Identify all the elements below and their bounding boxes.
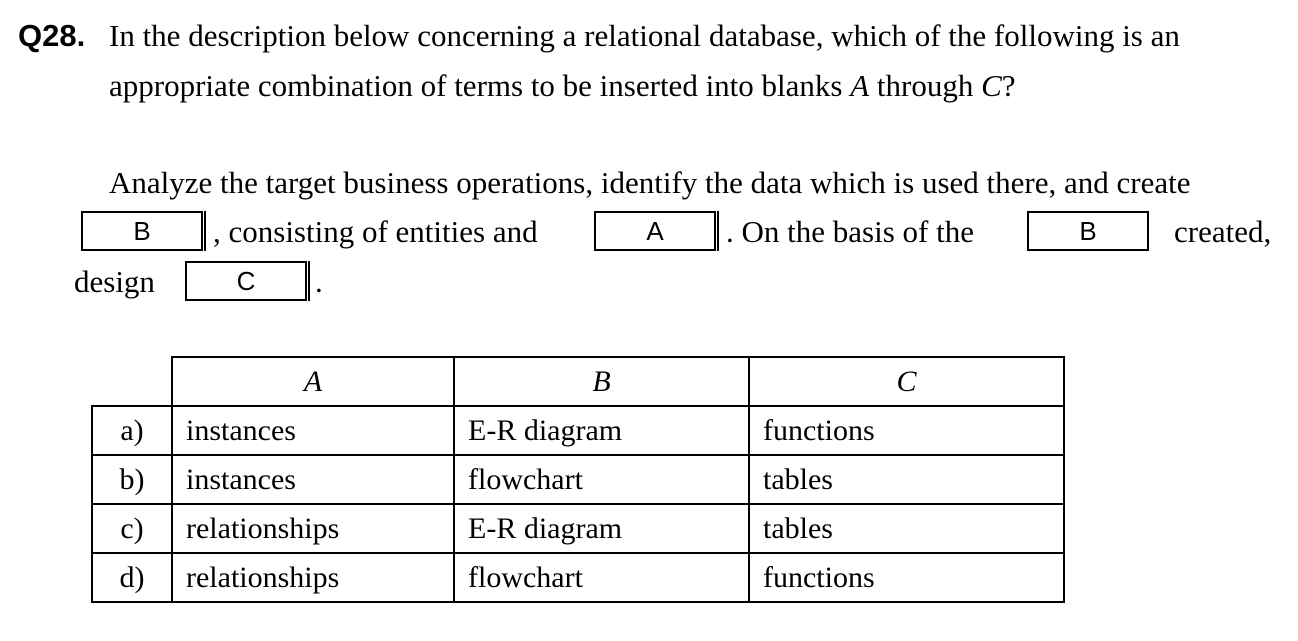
table-corner: [92, 357, 172, 406]
question-blank-ref-c: C: [981, 68, 1002, 103]
passage-segment-basis: . On the basis of the: [726, 214, 974, 249]
table-row: [92, 455, 1064, 504]
cell-b: flowchart: [454, 553, 749, 602]
cell-a: relationships: [172, 504, 454, 553]
blank-b-second: B: [1027, 211, 1149, 251]
question-line-2: [109, 66, 1016, 106]
table-row: [92, 553, 1064, 602]
cell-b: E-R diagram: [454, 504, 749, 553]
table-row: [92, 406, 1064, 455]
option-label: d): [92, 553, 172, 602]
cell-c: tables: [749, 455, 1064, 504]
question-line-2-text: appropriate combination of terms to be inserted into blanks: [109, 68, 851, 103]
column-header-b: B: [454, 357, 749, 406]
cell-c: tables: [749, 504, 1064, 553]
column-header-c: C: [749, 357, 1064, 406]
question-number: Q28.: [18, 18, 86, 53]
passage-segment-created: created,: [1174, 214, 1272, 249]
table-header-row: [92, 357, 1064, 406]
blank-b-first-bar: [204, 211, 206, 251]
blank-c-bar: [308, 261, 310, 301]
option-label: c): [92, 504, 172, 553]
question-line-1: In the description below concerning a relational database, which of the following is an: [109, 18, 1180, 53]
question-line-2-end: ?: [1001, 68, 1016, 103]
option-label: a): [92, 406, 172, 455]
passage-segment-design: design: [74, 264, 155, 299]
table-row: [92, 504, 1064, 553]
blank-b-first: B: [81, 211, 203, 251]
option-label: b): [92, 455, 172, 504]
blank-c: C: [185, 261, 307, 301]
passage-segment-end: .: [315, 264, 323, 299]
question-blank-ref-a: A: [850, 68, 870, 103]
answer-table: [91, 356, 1065, 603]
cell-c: functions: [749, 406, 1064, 455]
cell-c: functions: [749, 553, 1064, 602]
column-header-a: A: [172, 357, 454, 406]
cell-a: instances: [172, 455, 454, 504]
passage-line-1: Analyze the target business operations, identify the data which is used there, and create: [109, 165, 1191, 200]
question-line-2-mid: through: [869, 68, 982, 103]
cell-a: instances: [172, 406, 454, 455]
blank-a-bar: [717, 211, 719, 251]
cell-a: relationships: [172, 553, 454, 602]
cell-b: flowchart: [454, 455, 749, 504]
cell-b: E-R diagram: [454, 406, 749, 455]
blank-a: A: [594, 211, 716, 251]
passage-segment-consisting: , consisting of entities and: [213, 214, 538, 249]
